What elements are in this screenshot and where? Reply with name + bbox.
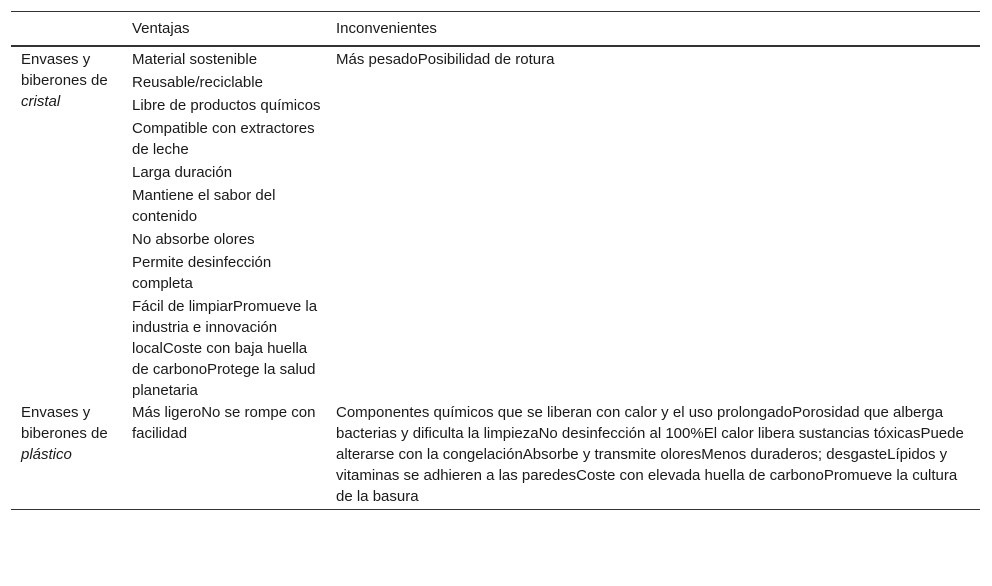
list-item: Más ligeroNo se rompe con facilidad bbox=[132, 404, 316, 442]
comparison-table bbox=[11, 11, 980, 510]
ventajas-list bbox=[132, 49, 322, 401]
ventajas-list bbox=[132, 402, 322, 444]
list-item: Fácil de limpiarPromueve la industria e innovación localCoste con baja huella de carbonoProtege la salud planetaria bbox=[132, 298, 318, 399]
list-item: Permite desinfección completa bbox=[132, 254, 272, 292]
ventajas-cell bbox=[122, 46, 326, 401]
inconvenientes-cell: Más pesadoPosibilidad de rotura bbox=[336, 51, 555, 68]
ventajas-cell bbox=[122, 401, 326, 510]
inconvenientes-cell: Componentes químicos que se liberan con calor y el uso prolongadoPorosidad que alberga bacterias y dificulta la limpiezaNo desinfección al 100%El calor libera sustancias tóxicasPuede alterarse con la congelaciónAbsorbe y transmite oloresMenos duraderos; desgasteLípidos y vitaminas se adhieren a las paredesCoste con elevada huella de carbonoPromueve la cultura de la basura bbox=[326, 401, 980, 510]
row-label-material: plástico bbox=[21, 446, 72, 463]
header-ventajas: Ventajas bbox=[122, 12, 326, 47]
row-label-plastico bbox=[11, 401, 122, 510]
list-item: Reusable/reciclable bbox=[132, 74, 263, 91]
list-item: Libre de productos químicos bbox=[132, 97, 321, 114]
row-label-prefix: Envases y biberones de bbox=[21, 404, 108, 442]
table-row bbox=[11, 46, 980, 401]
list-item: No absorbe olores bbox=[132, 231, 255, 248]
table-header-row bbox=[11, 12, 980, 47]
list-item: Larga duración bbox=[132, 164, 233, 181]
row-label-prefix: Envases y biberones de bbox=[21, 51, 108, 89]
row-label-cristal bbox=[11, 46, 122, 401]
row-label-material: cristal bbox=[21, 93, 61, 110]
list-item: Mantiene el sabor del contenido bbox=[132, 187, 276, 225]
header-empty-cell bbox=[11, 12, 122, 47]
list-item: Material sostenible bbox=[132, 51, 258, 68]
list-item: Compatible con extractores de leche bbox=[132, 120, 315, 158]
header-inconvenientes: Inconvenientes bbox=[326, 12, 980, 47]
table-row bbox=[11, 401, 980, 510]
